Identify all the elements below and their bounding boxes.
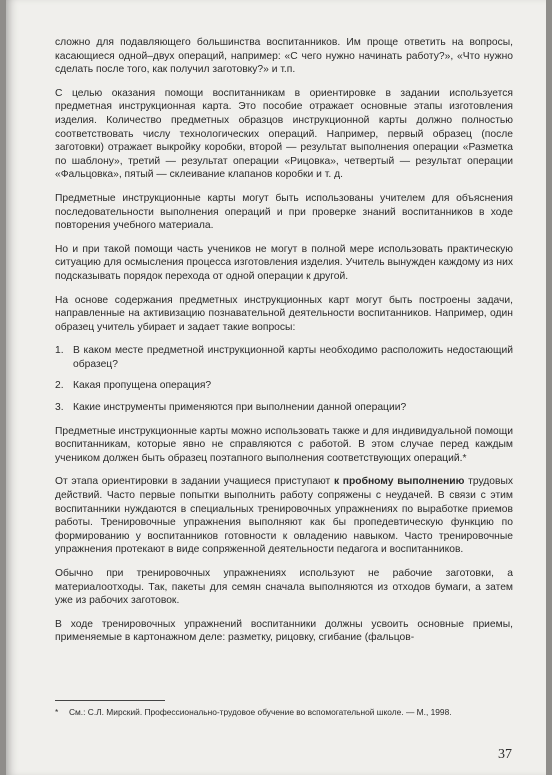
footnote-rule <box>55 700 165 701</box>
bold-phrase: к пробному выполнению <box>333 476 465 488</box>
paragraph: сложно для подавляющего большинства воспитанников. Им проще ответить на вопросы, касающиеся одной–двух операций, например: «С чего нужно начинать работу?», «Что нужно сделать после того, как получил заготовку?» и т.п. <box>55 37 513 76</box>
paragraph: На основе содержания предметных инструкционных карт могут быть построены задачи, направленные на активизацию познавательной деятельности воспитанников. Например, один образец учитель убирает и задает такие вопросы: <box>55 294 513 333</box>
list-item-number: 1. <box>55 345 64 357</box>
footnote-mark: * <box>55 707 59 717</box>
list-item <box>55 379 513 393</box>
list-item-number: 3. <box>55 402 64 414</box>
list-item-text: Какая пропущена операция? <box>73 380 212 392</box>
list-item-text: В каком месте предметной инструкционной карты необходимо расположить недостающий образец? <box>73 345 513 370</box>
paragraph: С целью оказания помощи воспитанникам в ориентировке в задании используется предметная инструкционная карта. Это пособие отражает основные этапы изготовления изделия. Количество предметных образцов инструкционной карты должно полностью соответствовать числу технологических операций. Например, первый образец (после заготовки) отражает выкройку коробки, второй — результат выполнения операции «Разметка по шаблону», третий — результат операции «Рицовка», четвертый — результат операции «Фальцовка», пятый — склеивание клапанов коробки и т. д. <box>55 87 513 181</box>
paragraph: Предметные инструкционные карты могут быть использованы учителем для объяснения последовательности выполнения операций и при проверке знаний воспитанников в ходе повторения учебного материала. <box>55 192 513 232</box>
list-item-text: Какие инструменты применяются при выполнении данной операции? <box>73 402 407 414</box>
paragraph: В ходе тренировочных упражнений воспитанники должны усвоить основные приемы, применяемые в картонажном деле: разметку, рицовку, сгибание (фальцов- <box>55 618 513 644</box>
paragraph: Обычно при тренировочных упражнениях используют не рабочие заготовки, а материалоотходы. Так, пакеты для семян сначала выполняются из отходов бумаги, а затем уже из рабочих заготовок. <box>55 568 513 607</box>
paragraph-text: От этапа ориентировки в задании учащиеся приступают <box>55 476 334 488</box>
footnote-text: См.: С.Л. Мирский. Профессионально-трудовое обучение во вспомогательной школе. — М., 1998. <box>69 707 452 717</box>
page-content <box>55 36 513 655</box>
paragraph: Предметные инструкционные карты можно использовать также и для индивидуальной помощи воспитанникам, которые явно не справляются с работой. В этом случае перед каждым учеником должен быть образец поэтапного выполнения соответствующих операций.* <box>55 425 513 464</box>
question-list <box>55 344 513 414</box>
list-item-number: 2. <box>55 380 64 392</box>
book-page <box>6 0 546 775</box>
footnote <box>55 707 515 718</box>
list-item <box>55 401 513 415</box>
paragraph-with-bold <box>55 475 513 557</box>
paragraph: Но и при такой помощи часть учеников не могут в полной мере использовать практическую ситуацию для осмысления процесса изготовления изделия. Учитель вынужден каждому из них подсказывать порядок перехода от одной операции к другой. <box>55 243 513 282</box>
paragraph-text: трудовых действий. Часто первые попытки выполнить работу сопряжены с неудачей. В связи с этим воспитанники нуждаются в специальных тренировочных упражнениях по выработке приемов работы. Тренировочные упражнения выполняют как бы пропедевтическую функцию по формированию у воспитанников готовности к овладению навыком. Часто тренировочные упражнения протекают в виде сопряженной деятельности педагога и воспитанников. <box>55 476 513 556</box>
page-number: 37 <box>498 747 512 762</box>
list-item <box>55 344 513 371</box>
